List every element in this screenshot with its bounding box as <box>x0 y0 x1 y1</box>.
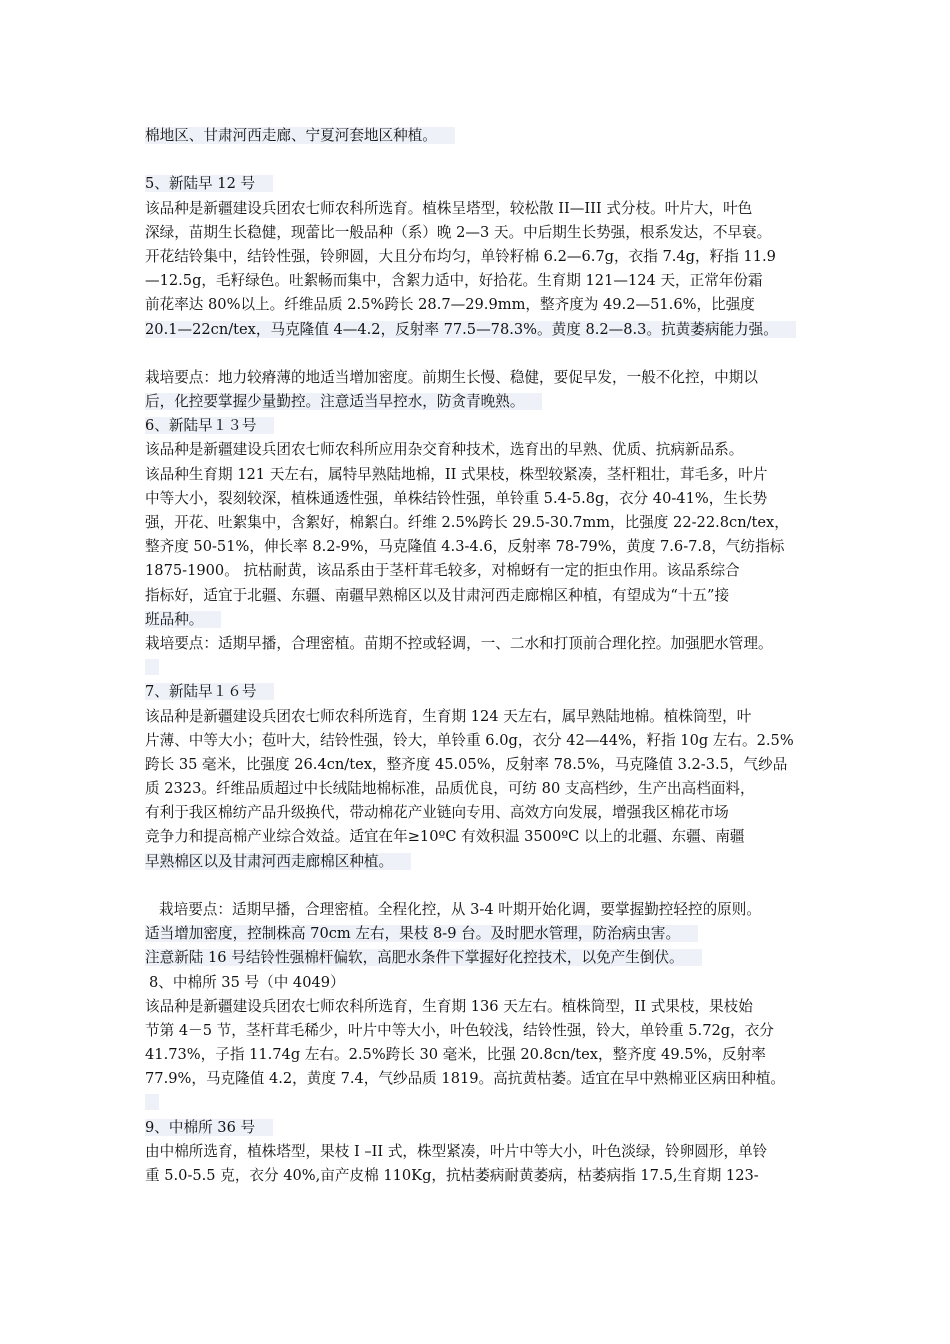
blank-line <box>145 1092 825 1116</box>
text-line: 栽培要点：地力较瘠薄的地适当增加密度。前期生长慢、稳健，要促早发，一般不化控，中期以 <box>145 368 758 386</box>
text-line: 栽培要点：适期早播，合理密植。全程化控，从 3-4 叶期开始化调，要掌握勤控轻控的原则。 <box>159 901 761 918</box>
blank-line <box>145 342 825 366</box>
section-heading: 6、新陆早１３号 <box>145 414 825 438</box>
text-line: 竞争力和提高棉产业综合效益。适宜在年≥10ºC 有效积温 3500ºC 以上的北疆、东疆、南疆 <box>145 828 745 846</box>
text-line: 节第 4－5 节，茎杆茸毛稀少，叶片中等大小，叶色较浅，结铃性强，铃大，单铃重 5.72g，衣分 <box>145 1021 774 1039</box>
text-line: 该品种是新疆建设兵团农七师农科所选育，生育期 124 天左右，属早熟陆地棉。植株筒型，叶 <box>145 707 752 725</box>
blank-line <box>145 656 825 680</box>
text-line: 中等大小，裂刻较深，植株通透性强，单株结铃性强，单铃重 5.4-5.8g，衣分 40-41%，生长势 <box>145 489 768 507</box>
text-line: —12.5g，毛籽绿色。吐絮畅而集中，含絮力适中，好拾花。生育期 121—124 天，正常年份霜 <box>145 272 763 290</box>
text-line: 强，开花、吐絮集中，含絮好，棉絮白。纤维 2.5%跨长 29.5-30.7mm，比强度 22-22.8cn/tex， <box>145 514 789 531</box>
section-heading: 8、中棉所 35 号（中 4049） <box>149 973 345 991</box>
text-line: 指标好，适宜于北疆、东疆、南疆早熟棉区以及甘肃河西走廊棉区种植，有望成为“十五”接 <box>145 586 730 604</box>
text-line: 有利于我区棉纺产品升级换代，带动棉花产业链向专用、高效方向发展，增强我区棉花市场 <box>145 804 729 822</box>
blank-line <box>145 874 825 898</box>
text-line: 前花率达 80%以上。纤维品质 2.5%跨长 28.7—29.9mm，整齐度为 49.2—51.6%，比强度 <box>145 296 755 314</box>
text-line: 开花结铃集中，结铃性强，铃卵圆，大且分布均匀，单铃籽棉 6.2—6.7g，衣指 7.4g，籽指 11.9 <box>145 247 776 265</box>
section-heading: 9、中棉所 36 号 <box>145 1116 825 1140</box>
text-line: 跨长 35 毫米，比强度 26.4cn/tex，整齐度 45.05%，反射率 78.5%，马克隆值 3.2-3.5，气纱品 <box>145 755 788 773</box>
text-line: 该品种生育期 121 天左右，属特早熟陆地棉，II 式果枝，株型较紧凑，茎杆粗壮，茸毛多，叶片 <box>145 465 768 483</box>
text-line: 棉地区、甘肃河西走廊、宁夏河套地区种植。 <box>145 124 825 148</box>
text-line: 整齐度 50-51%，伸长率 8.2-9%，马克隆值 4.3-4.6，反射率 78-79%，黄度 7.6-7.8，气纺指标 <box>145 538 785 556</box>
section-heading: 5、新陆早 12 号 <box>145 172 825 196</box>
text-line: 早熟棉区以及甘肃河西走廊棉区种植。 <box>145 850 825 874</box>
text-line: 注意新陆 16 号结铃性强棉杆偏软，高肥水条件下掌握好化控技术，以免产生倒伏。 <box>145 946 825 970</box>
text-line: 该品种是新疆建设兵团农七师农科所应用杂交育种技术，选育出的早熟、优质、抗病新品系。 <box>145 441 744 459</box>
text-line: 该品种是新疆建设兵团农七师农科所选育。植株呈塔型，较松散 II—III 式分枝。叶片大，叶色 <box>145 199 753 217</box>
text-line: 重 5.0-5.5 克，衣分 40%,亩产皮棉 110Kg，抗枯萎病耐黄萎病，枯萎病指 17.5,生育期 123- <box>145 1167 759 1185</box>
text-line: 班品种。 <box>145 608 825 632</box>
text-line: 1875-1900。 抗枯耐黄，该品系由于茎杆茸毛较多，对棉蚜有一定的拒虫作用。该品系综合 <box>145 562 740 580</box>
text-line: 由中棉所选育，植株塔型，果枝 I –II 式，株型紧凑，叶片中等大小，叶色淡绿，铃卵圆形，单铃 <box>145 1142 768 1160</box>
text-line: 质 2323。纤维品质超过中长绒陆地棉标准，品质优良，可纺 80 支高档纱，生产出高档面料， <box>145 780 755 798</box>
document-page <box>145 124 825 1188</box>
text-line: 片薄、中等大小；苞叶大，结铃性强，铃大，单铃重 6.0g，衣分 42—44%，籽指 10g 左右。2.5% <box>145 731 794 749</box>
text-line: 41.73%，子指 11.74g 左右。2.5%跨长 30 毫米，比强 20.8cn/tex，整齐度 49.5%，反射率 <box>145 1046 766 1064</box>
text-line: 20.1—22cn/tex，马克隆值 4—4.2，反射率 77.5—78.3%。黄度 8.2—8.3。抗黄萎病能力强。 <box>145 318 825 342</box>
text-line: 77.9%，马克隆值 4.2，黄度 7.4，气纱品质 1819。高抗黄枯萎。适宜在早中熟棉亚区病田种植。 <box>145 1070 786 1088</box>
text-line: 适当增加密度，控制株高 70cm 左右，果枝 8-9 台。及时肥水管理，防治病虫害。 <box>145 922 825 946</box>
text-line: 后，化控要掌握少量勤控。注意适当早控水，防贪青晚熟。 <box>145 390 825 414</box>
text-line: 深绿，苗期生长稳健，现蕾比一般品种（系）晚 2—3 天。中后期生长势强，根系发达，不早衰。 <box>145 223 772 241</box>
text-line: 该品种是新疆建设兵团农七师农科所选育，生育期 136 天左右。植株筒型，II 式果枝，果枝始 <box>145 997 753 1015</box>
text-line: 栽培要点：适期早播，合理密植。苗期不控或轻调，一、二水和打顶前合理化控。加强肥水管理。 <box>145 634 773 652</box>
section-heading: 7、新陆早１６号 <box>145 680 825 704</box>
blank-line <box>145 148 825 172</box>
